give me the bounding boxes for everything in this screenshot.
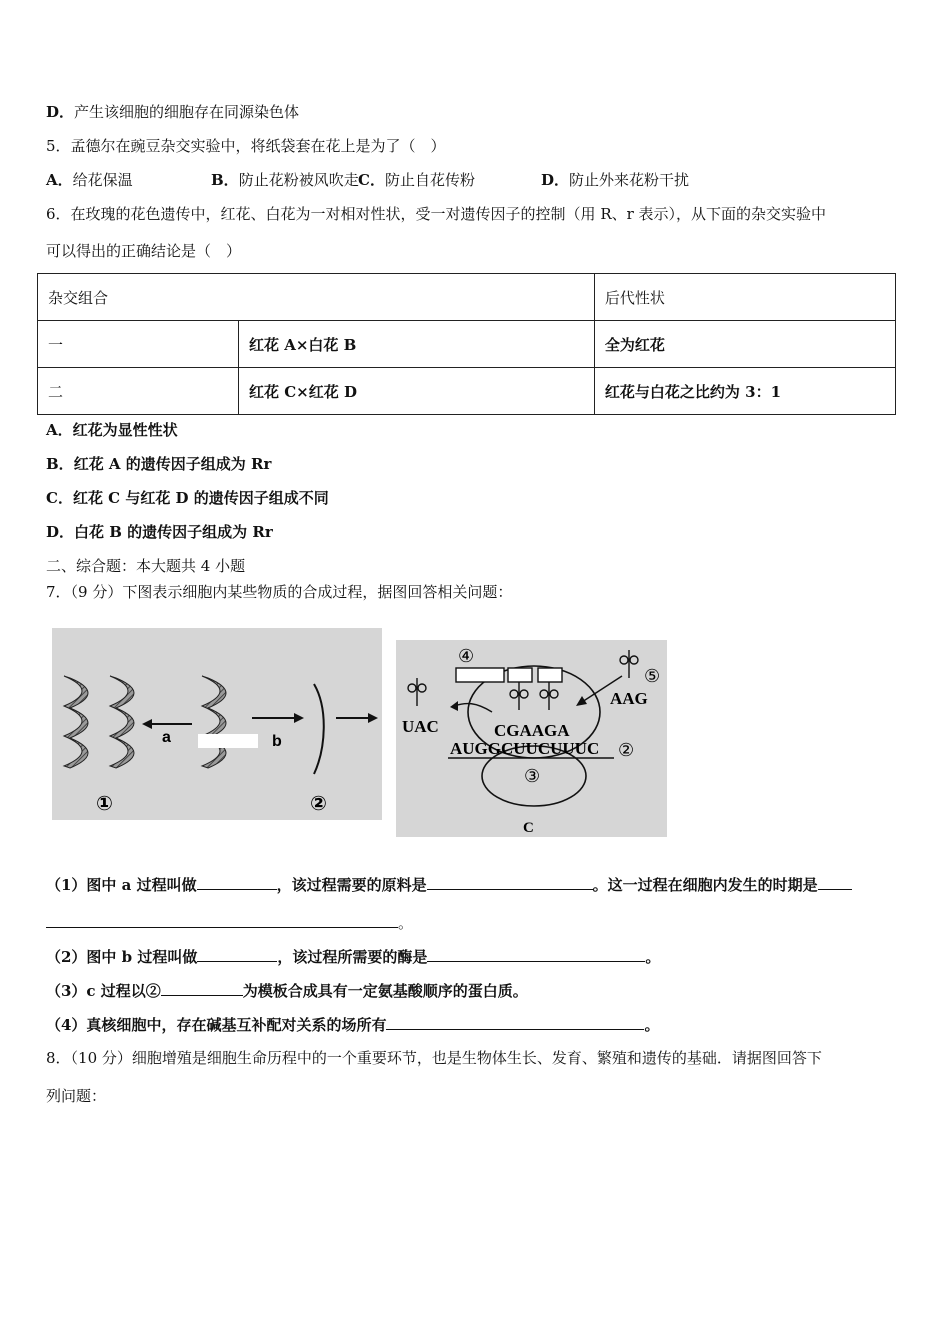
arrow-head (294, 713, 304, 723)
q7-sub1 (46, 874, 852, 895)
option-letter: C． (46, 489, 73, 507)
trna-icon (540, 682, 558, 710)
q4-option-d (46, 102, 299, 122)
text-part: （2）图中 b 过程叫做 (46, 948, 198, 966)
text-part: 。 (398, 914, 414, 932)
smudge (198, 734, 258, 748)
arrow-exit (454, 704, 492, 712)
q7-sub3 (46, 980, 528, 1001)
option-text: 防止自花传粉 (384, 171, 475, 189)
option-letter: C． (358, 171, 385, 189)
q6-table (37, 273, 896, 415)
table-header-cell: 后代性状 (594, 274, 895, 321)
q7-sub4 (46, 1014, 659, 1035)
text-part: （3）c 过程以② (46, 982, 161, 1000)
q7-sub2 (46, 946, 660, 967)
circle-label-2b: ② (618, 740, 635, 761)
mrna-strand (314, 684, 324, 774)
answer-blank[interactable] (161, 980, 243, 996)
circle-label-1: ① (96, 791, 113, 815)
option-text: 产生该细胞的细胞存在同源染色体 (74, 103, 300, 121)
table-cell: 一 (38, 321, 239, 368)
table-cell: 二 (38, 368, 239, 415)
amino-acid-box (456, 668, 504, 682)
q6-option-a (46, 420, 178, 440)
q6-option-b (46, 454, 271, 474)
text-part: 为模板合成具有一定氨基酸顺序的蛋白质。 (242, 982, 528, 1000)
anticodon-uac: UAC (402, 717, 439, 736)
q8-stem-line1: 8．（10 分）细胞增殖是细胞生命历程中的一个重要环节，也是生物体生长、发育、繁殖和遗传的基础．请据图回答下 (46, 1049, 822, 1067)
q7-stem: 7．（9 分）下图表示细胞内某些物质的合成过程，据图回答相关问题： (46, 583, 513, 601)
circle-label-5: ⑤ (644, 666, 661, 687)
option-text: 白花 B 的遗传因子组成为 Rr (74, 523, 273, 541)
figure-translation-panel (396, 640, 667, 837)
option-text: 防止花粉被风吹走 (238, 171, 359, 189)
arrow-head (450, 701, 458, 711)
table-header-cell: 杂交组合 (38, 274, 595, 321)
option-text: 红花 A 的遗传因子组成为 Rr (73, 455, 272, 473)
option-letter: B． (46, 455, 74, 473)
option-text: 防止外来花粉干扰 (569, 171, 690, 189)
table-cell: 全为红花 (594, 321, 895, 368)
q5-stem: 5．孟德尔在豌豆杂交实验中，将纸袋套在花上是为了（ ） (46, 137, 446, 155)
translation-diagram (396, 640, 667, 837)
q6-option-d (46, 522, 273, 542)
option-letter: A． (46, 171, 73, 189)
dna-helix-icon (64, 676, 88, 768)
text-part: 。 (644, 1016, 660, 1034)
label-a: a (162, 729, 171, 746)
table-row (38, 368, 896, 415)
q8-stem-line2: 列问题： (46, 1087, 107, 1105)
trna-icon (620, 650, 638, 678)
answer-blank[interactable] (46, 912, 398, 928)
arrow-head (368, 713, 378, 723)
text-part: ，该过程需要的原料是 (276, 876, 427, 894)
dna-diagram (52, 628, 382, 820)
trna-icon (408, 678, 426, 706)
table-cell: 红花 C×红花 D (239, 368, 595, 415)
option-letter: D． (541, 171, 570, 189)
q5-option-c (358, 170, 475, 190)
answer-blank[interactable] (818, 874, 852, 890)
table-header-row (38, 274, 896, 321)
option-text: 给花保温 (72, 171, 133, 189)
text-part: （4）真核细胞中，存在碱基互补配对关系的场所有 (46, 1016, 387, 1034)
text-part: （1）图中 a 过程叫做 (46, 876, 197, 894)
q5-option-d (541, 170, 689, 190)
anticodon-sequence: CGAAGA (494, 721, 570, 740)
dna-helix-icon (110, 676, 134, 768)
option-text: 红花 C 与红花 D 的遗传因子组成不同 (72, 489, 329, 507)
table-row (38, 321, 896, 368)
q5-option-a (46, 170, 133, 190)
amino-acid-box (508, 668, 532, 682)
q6-stem-line1: 6．在玫瑰的花色遗传中，红花、白花为一对相对性状，受一对遗传因子的控制（用 R、r 表示），从下面的杂交实验中 (46, 205, 827, 223)
dna-helix-icon (202, 676, 226, 768)
section-title: 二、综合题：本大题共 4 小题 (46, 557, 246, 575)
text-part: 。 (645, 948, 661, 966)
arrow-head (142, 719, 152, 729)
option-text: 红花为显性性状 (72, 421, 178, 439)
label-b: b (272, 733, 282, 750)
option-letter: A． (46, 421, 73, 439)
answer-blank[interactable] (197, 946, 277, 962)
trna-icon (510, 682, 528, 710)
table-cell: 红花与白花之比约为 3：1 (594, 368, 895, 415)
option-letter: D． (46, 523, 75, 541)
answer-blank[interactable] (197, 874, 277, 890)
circle-label-2: ② (310, 791, 327, 815)
answer-blank[interactable] (386, 1014, 644, 1030)
anticodon-aag: AAG (610, 689, 648, 708)
q7-sub1-cont (46, 912, 413, 933)
circle-label-4: ④ (458, 646, 475, 667)
text-part: ，该过程所需要的酶是 (277, 948, 428, 966)
q5-option-b (211, 170, 359, 190)
q6-stem-line2: 可以得出的正确结论是（ ） (46, 242, 242, 260)
q6-option-c (46, 488, 329, 508)
circle-label-3: ③ (524, 766, 541, 787)
amino-acid-box (538, 668, 562, 682)
arrow-head (576, 696, 587, 706)
option-letter: D． (46, 103, 75, 121)
table-cell: 红花 A×白花 B (239, 321, 595, 368)
text-part: 。这一过程在细胞内发生的时期是 (592, 876, 818, 894)
option-letter: B． (211, 171, 239, 189)
answer-blank[interactable] (427, 874, 593, 890)
label-c: C (523, 820, 534, 836)
figure-dna-panel (52, 628, 382, 820)
answer-blank[interactable] (427, 946, 645, 962)
mrna-sequence: AUGGCUUCUUUC (450, 739, 600, 758)
